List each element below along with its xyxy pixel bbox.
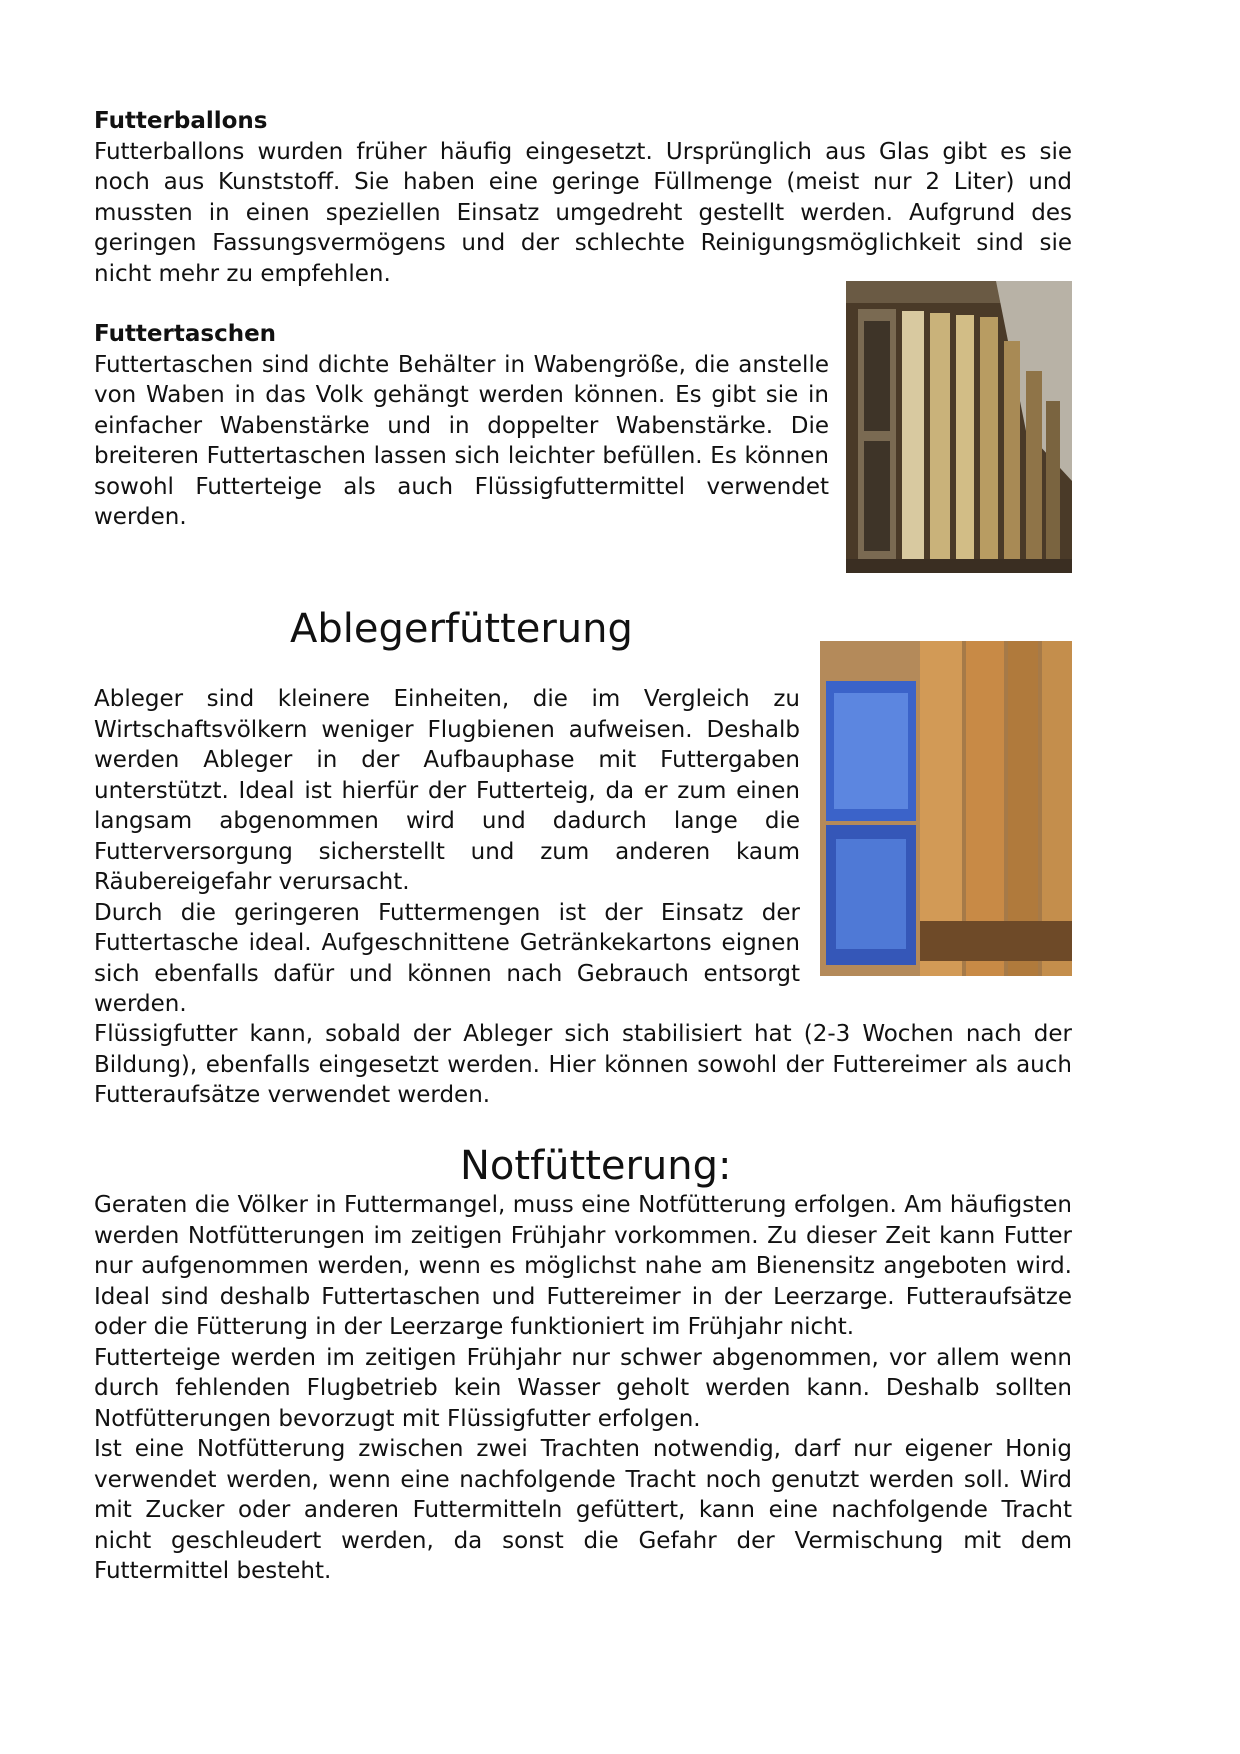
paragraph-not-1: Geraten die Völker in Futtermangel, muss eine Notfütterung erfolgen. Am häufigsten werden Notfütterungen im zeitigen Frühjahr vorkommen. Zu dieser Zeit kann Futter nur aufgenommen werden, wenn es möglichst nahe am Bienensitz angeboten wird. Ideal sind deshalb Futtertaschen und Futtereimer in der Leerzarge. Futteraufsätze oder die Fütterung in der Leerzarge funktioniert im Frühjahr nicht.	[94, 1192, 1072, 1340]
paragraph-ableger-1: Ableger sind kleinere Einheiten, die im Vergleich zu Wirtschaftsvölkern weniger Flugbienen aufweisen. Deshalb werden Ableger in der Aufbauphase mit Futtergaben unterstützt. Ideal ist hierfür der Futterteig, da er zum einen langsam abgenommen wird und dadurch lange die Futterversorgung sicherstellt und zum anderen kaum Räubereigefahr verursacht.	[94, 686, 800, 895]
section-ablegerfuetterung-wide	[94, 1019, 1072, 1111]
paragraph-not-2: Futterteige werden im zeitigen Frühjahr nur schwer abgenommen, vor allem wenn durch fehlenden Flugbetrieb kein Wasser geholt werden kann. Deshalb sollten Notfütterungen bevorzugt mit Flüssigfutter erfolgen.	[94, 1344, 1072, 1432]
section-futtertaschen	[94, 319, 829, 533]
heading-ablegerfuetterung: Ablegerfütterung	[290, 606, 633, 652]
paragraph-ableger-3: Flüssigfutter kann, sobald der Ableger sich stabilisiert hat (2-3 Wochen nach der Bildung), ebenfalls eingesetzt werden. Hier können sowohl der Futtereimer als auch Futteraufsätze verwendet werden.	[94, 1021, 1072, 1108]
paragraph-not-3: Ist eine Notfütterung zwischen zwei Trachten notwendig, darf nur eigener Honig verwendet werden, wenn eine nachfolgende Tracht noch genutzt werden soll. Wird mit Zucker oder anderen Futtermitteln gefüttert, kann eine nachfolgende Tracht nicht geschleudert werden, da sonst die Gefahr der Vermischung mit dem Futtermittel besteht.	[94, 1436, 1072, 1584]
photo-futtertasche-in-hive	[846, 281, 1072, 573]
heading-notfuetterung: Notfütterung:	[460, 1143, 732, 1189]
heading-futterballons: Futterballons	[94, 108, 268, 134]
section-ablegerfuetterung-narrow	[94, 684, 800, 1020]
photo-ableger-drink-carton	[820, 641, 1072, 976]
heading-futtertaschen: Futtertaschen	[94, 321, 277, 347]
section-futterballons	[94, 106, 1072, 289]
paragraph-futtertaschen: Futtertaschen sind dichte Behälter in Wabengröße, die anstelle von Waben in das Volk gehängt werden können. Es gibt sie in einfacher Wabenstärke und in doppelter Wabenstärke. Die breiteren Futtertaschen lassen sich leichter befüllen. Es können sowohl Futterteige als auch Flüssigfuttermittel verwendet werden.	[94, 351, 829, 530]
paragraph-futterballons: Futterballons wurden früher häufig eingesetzt. Ursprünglich aus Glas gibt es sie noch aus Kunststoff. Sie haben eine geringe Füllmenge (meist nur 2 Liter) und mussten in einen speziellen Einsatz umgedreht gestellt werden. Aufgrund des geringen Fassungsvermögens und der schlechte Reinigungsmöglichkeit sind sie nicht mehr zu empfehlen.	[94, 138, 1072, 287]
paragraph-ableger-2: Durch die geringeren Futtermengen ist der Einsatz der Futtertasche ideal. Aufgeschnittene Getränkekartons eignen sich ebenfalls dafür und können nach Gebrauch entsorgt werden.	[94, 899, 800, 1017]
section-notfuetterung	[94, 1190, 1072, 1587]
